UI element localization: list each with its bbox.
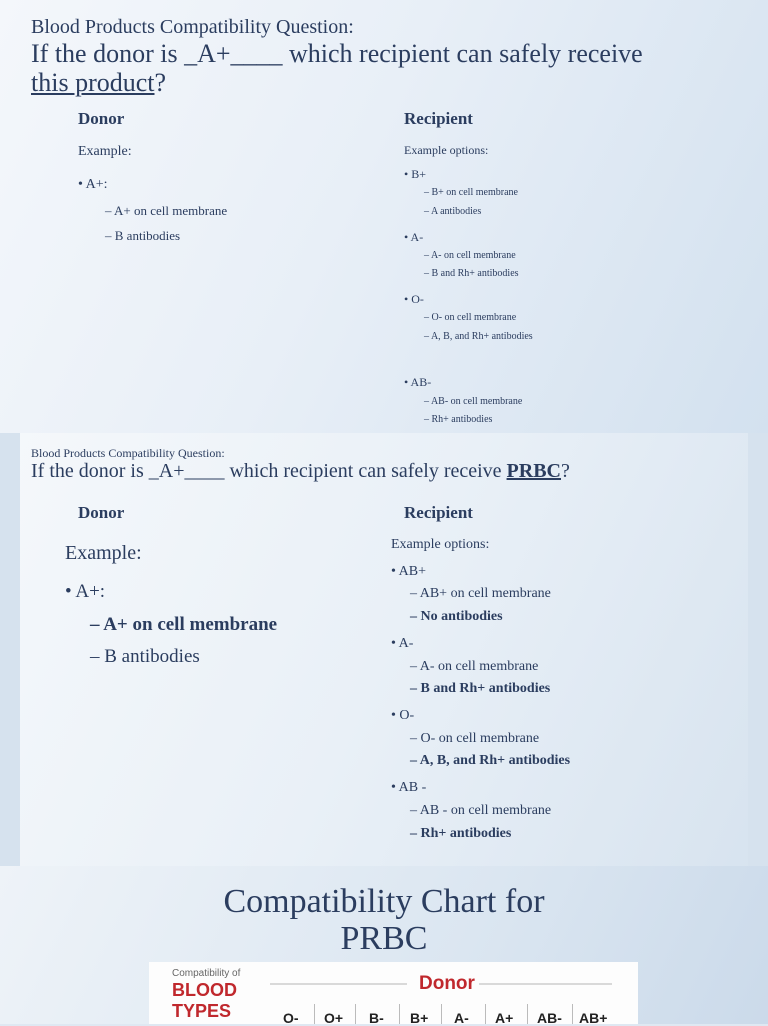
slide2-donor-example: Example: xyxy=(65,542,142,564)
chart-column-header: B+ xyxy=(410,1010,429,1026)
slide1-question-line2: this product? xyxy=(31,68,167,97)
slide1-donor-detail: – A+ on cell membrane xyxy=(105,203,227,219)
slide2-question-product: PRBC xyxy=(506,460,561,482)
slide1-donor-detail: – B antibodies xyxy=(105,228,180,244)
slide1-donor-type: • A+: xyxy=(78,177,108,193)
chart-column-header: O- xyxy=(283,1010,299,1026)
slide2-question: If the donor is _A+____ which recipient can safely receive PRBC? xyxy=(31,460,570,482)
slide2-recipient-type: • O- xyxy=(391,708,414,724)
chart-column-separator xyxy=(314,1004,315,1024)
chart-big-label-1: BLOOD xyxy=(172,980,237,1000)
slide2-donor-heading: Donor xyxy=(78,503,125,522)
slide2-recipient-type: • AB - xyxy=(391,780,426,796)
slide1-donor-heading: Donor xyxy=(78,109,125,128)
slide2-small-title: Blood Products Compatibility Question: xyxy=(31,446,225,460)
slide2-recipient-detail: – AB+ on cell membrane xyxy=(410,586,551,602)
chart-column-header: A+ xyxy=(495,1010,514,1026)
slide1-underlined-product: this product xyxy=(31,68,155,97)
slide2-recipient-type: • A- xyxy=(391,636,413,652)
chart-donor-rule-right xyxy=(479,983,612,985)
slide2-recipient-detail: – AB - on cell membrane xyxy=(410,803,551,819)
chart-column-header: O+ xyxy=(324,1010,344,1026)
chart-column-header: AB- xyxy=(537,1010,562,1026)
slide2-recipient-detail: – B and Rh+ antibodies xyxy=(410,681,550,697)
chart-column-separator xyxy=(485,1004,486,1024)
slide1-small-title: Blood Products Compatibility Question: xyxy=(31,16,354,38)
slide2-donor-type: • A+: xyxy=(65,581,105,603)
chart-column-separator xyxy=(572,1004,573,1024)
slide2-donor-detail: – A+ on cell membrane xyxy=(90,614,277,636)
chart-column-separator xyxy=(527,1004,528,1024)
chart-column-separator xyxy=(355,1004,356,1024)
slide1-recipient-detail: – B+ on cell membrane xyxy=(424,187,518,198)
slide-2 xyxy=(0,433,768,866)
slide2-recipient-detail: – Rh+ antibodies xyxy=(410,826,511,842)
slide1-recipient-type: • B+ xyxy=(404,167,426,182)
slide2-recipient-example: Example options: xyxy=(391,537,490,552)
slide2-recipient-heading: Recipient xyxy=(404,503,473,522)
slide2-right-edge xyxy=(748,433,768,866)
slide1-recipient-example: Example options: xyxy=(404,143,489,157)
slide2-recipient-detail: – A- on cell membrane xyxy=(410,659,538,675)
slide1-recipient-detail: – B and Rh+ antibodies xyxy=(424,268,519,279)
slide1-recipient-type: • A- xyxy=(404,230,423,245)
slide2-recipient-type: • AB+ xyxy=(391,564,426,580)
slide1-recipient-detail: – A- on cell membrane xyxy=(424,250,516,261)
slide1-question-line1: If the donor is _A+____ which recipient can safely receive xyxy=(31,39,643,68)
slide1-recipient-detail: – O- on cell membrane xyxy=(424,312,516,323)
chart-big-label-2: TYPES xyxy=(172,1001,232,1021)
slide1-recipient-type: • AB- xyxy=(404,375,431,390)
compatibility-chart-image xyxy=(149,962,638,1024)
slide2-recipient-detail: – No antibodies xyxy=(410,609,503,625)
slide-1 xyxy=(0,0,768,433)
chart-column-header: AB+ xyxy=(579,1010,608,1026)
slide1-recipient-detail: – Rh+ antibodies xyxy=(424,414,492,425)
chart-column-separator xyxy=(399,1004,400,1024)
slide3-title-line2: PRBC xyxy=(340,920,428,957)
slide2-recipient-detail: – A, B, and Rh+ antibodies xyxy=(410,753,570,769)
slide1-recipient-detail: – A, B, and Rh+ antibodies xyxy=(424,331,533,342)
slide3-title-line1: Compatibility Chart for xyxy=(223,883,545,920)
slide2-left-edge xyxy=(0,433,20,866)
slide1-recipient-detail: – AB- on cell membrane xyxy=(424,396,522,407)
slide2-recipient-detail: – O- on cell membrane xyxy=(410,731,539,747)
chart-column-header: B- xyxy=(369,1010,384,1026)
slide2-donor-detail: – B antibodies xyxy=(90,646,200,668)
chart-small-label: Compatibility of xyxy=(172,968,241,979)
chart-column-separator xyxy=(441,1004,442,1024)
slide1-donor-example: Example: xyxy=(78,144,132,159)
chart-column-header: A- xyxy=(454,1010,469,1026)
slide1-recipient-type: • O- xyxy=(404,292,424,307)
chart-donor-rule-left xyxy=(270,983,407,985)
slide1-recipient-heading: Recipient xyxy=(404,109,473,128)
chart-donor-label: Donor xyxy=(419,973,475,994)
slide1-recipient-detail: – A antibodies xyxy=(424,206,481,217)
